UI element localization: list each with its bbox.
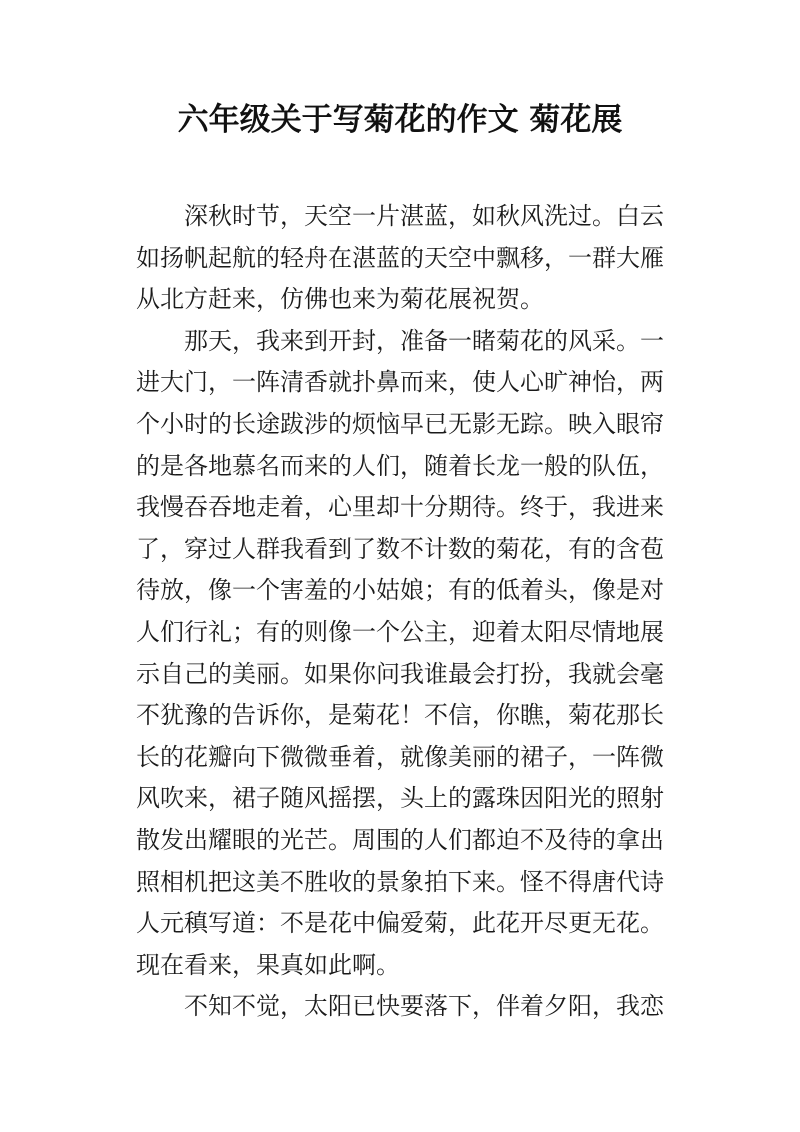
paragraph-line: 示自己的美丽。如果你问我谁最会打扮，我就会毫 bbox=[136, 659, 664, 688]
document-title: 六年级关于写菊花的作文 菊花展 bbox=[177, 102, 623, 138]
paragraph-line: 不犹豫的告诉你，是菊花！不信，你瞧，菊花那长 bbox=[136, 701, 664, 730]
paragraph-line: 进大门，一阵清香就扑鼻而来，使人心旷神怡，两 bbox=[136, 368, 664, 397]
paragraph-line: 个小时的长途跋涉的烦恼早已无影无踪。映入眼帘 bbox=[136, 409, 664, 438]
paragraph-line: 待放，像一个害羞的小姑娘；有的低着头，像是对 bbox=[136, 576, 664, 605]
paragraph-line: 照相机把这美不胜收的景象拍下来。怪不得唐代诗 bbox=[136, 867, 664, 896]
paragraph-line: 如扬帆起航的轻舟在湛蓝的天空中飘移，一群大雁 bbox=[136, 243, 664, 272]
paragraph-line: 从北方赶来，仿佛也来为菊花展祝贺。 bbox=[136, 285, 544, 314]
paragraph-line: 风吹来，裙子随风摇摆，头上的露珠因阳光的照射 bbox=[136, 784, 664, 813]
paragraph-line: 长的花瓣向下微微垂着，就像美丽的裙子，一阵微 bbox=[136, 742, 664, 771]
paragraph-line: 我慢吞吞地走着，心里却十分期待。终于，我进来 bbox=[136, 493, 664, 522]
paragraph-line: 了，穿过人群我看到了数不计数的菊花，有的含苞 bbox=[136, 534, 664, 563]
paragraph-line: 的是各地慕名而来的人们，随着长龙一般的队伍， bbox=[136, 451, 664, 480]
paragraph-line: 那天，我来到开封，准备一睹菊花的风采。一 bbox=[184, 326, 664, 355]
paragraph-line: 不知不觉，太阳已快要落下，伴着夕阳，我恋 bbox=[184, 992, 664, 1021]
paragraph-line: 人元稹写道：不是花中偏爱菊，此花开尽更无花。 bbox=[136, 909, 664, 938]
paragraph-2 bbox=[136, 321, 664, 987]
paragraph-line: 深秋时节，天空一片湛蓝，如秋风洗过。白云 bbox=[184, 202, 664, 230]
paragraph-line: 现在看来，果真如此啊。 bbox=[136, 950, 400, 979]
paragraph-line: 散发出耀眼的光芒。周围的人们都迫不及待的拿出 bbox=[136, 825, 664, 854]
paragraph-3 bbox=[136, 986, 664, 1028]
document-body bbox=[136, 196, 664, 1028]
paragraph-line: 人们行礼；有的则像一个公主，迎着太阳尽情地展 bbox=[136, 617, 664, 646]
paragraph-1 bbox=[136, 196, 664, 321]
